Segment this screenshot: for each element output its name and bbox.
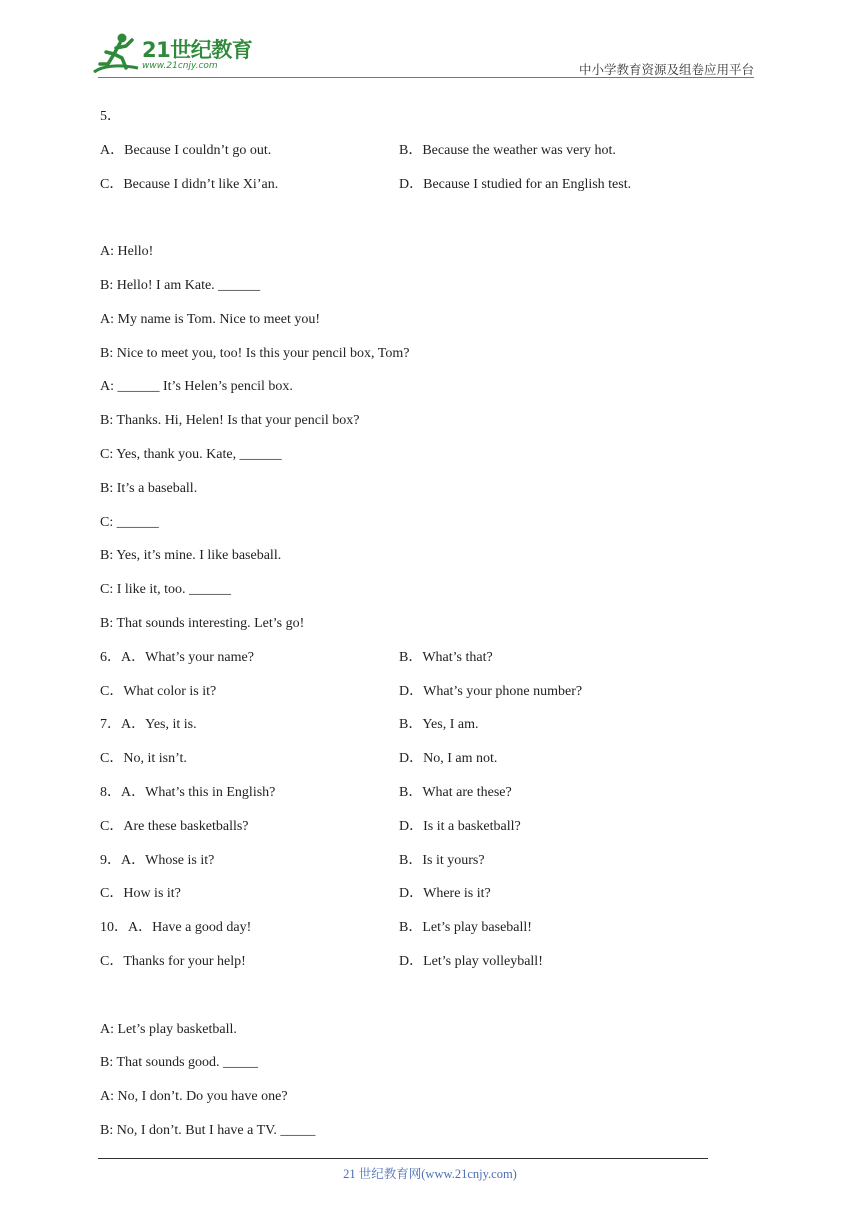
option-b: B．Yes, I am. <box>399 717 479 733</box>
dialogue-line: A: My name is Tom. Nice to meet you! <box>100 311 321 327</box>
option-d: D．Let’s play volleyball! <box>399 953 543 969</box>
option-b: B．What’s that? <box>399 649 493 665</box>
question-row <box>100 810 760 844</box>
question-row <box>100 708 760 742</box>
site-logo <box>92 32 262 78</box>
option-b: B．Is it yours? <box>399 852 485 868</box>
option-c: C．How is it? <box>100 886 181 902</box>
question-row <box>100 675 760 709</box>
dialogue-line: B: No, I don’t. But I have a TV. _____ <box>100 1122 316 1138</box>
option-d: D．Where is it? <box>399 886 491 902</box>
question-row <box>100 877 760 911</box>
option-d: D．Because I studied for an English test. <box>399 176 632 192</box>
dialogue-line: B: Yes, it’s mine. I like baseball. <box>100 548 282 564</box>
option-a: A．Because I couldn’t go out. <box>100 142 272 158</box>
spacer <box>100 979 760 1013</box>
option-a: 9．A．Whose is it? <box>100 852 215 868</box>
spacer <box>100 201 760 235</box>
option-c: C．No, it isn’t. <box>100 751 187 767</box>
dialogue-line: C: ______ <box>100 514 159 530</box>
dialogue-line: C: I like it, too. ______ <box>100 582 232 598</box>
option-a: 10．A．Have a good day! <box>100 920 252 936</box>
footer-divider <box>98 1158 708 1159</box>
option-d: D．Is it a basketball? <box>399 818 521 834</box>
dialogue-line: A: ______ It’s Helen’s pencil box. <box>100 379 293 395</box>
question-5-number: 5． <box>100 109 121 124</box>
dialogue-line: B: That sounds good. _____ <box>100 1055 259 1071</box>
footer-link[interactable]: 21 世纪教育网(www.21cnjy.com) <box>343 1167 517 1181</box>
question-row <box>100 844 760 878</box>
option-c: C．Because I didn’t like Xi’an. <box>100 176 279 192</box>
option-b: B．What are these? <box>399 784 512 800</box>
question-row <box>100 945 760 979</box>
dialogue-line: B: Hello! I am Kate. ______ <box>100 277 261 293</box>
question-row <box>100 776 760 810</box>
dialogue-line: B: Thanks. Hi, Helen! Is that your pencil box? <box>100 413 360 429</box>
option-d: D．No, I am not. <box>399 751 498 767</box>
dialogue-line: A: Let’s play basketball. <box>100 1021 237 1037</box>
option-a: 7．A．Yes, it is. <box>100 717 197 733</box>
dialogue-line: B: It’s a baseball. <box>100 480 198 496</box>
question-row <box>100 742 760 776</box>
question-5-row-2 <box>100 168 760 202</box>
option-b: B．Because the weather was very hot. <box>399 142 616 158</box>
dialogue-line: C: Yes, thank you. Kate, ______ <box>100 446 282 462</box>
header-divider <box>98 77 754 78</box>
page-header <box>0 0 860 80</box>
document-body <box>100 100 760 1148</box>
runner-logo-icon <box>92 32 140 76</box>
site-label: 中小学教育资源及组卷应用平台 <box>578 63 754 77</box>
logo-text: 21世纪教育 <box>142 38 253 62</box>
option-d: D．What’s your phone number? <box>399 683 583 699</box>
dialogue-line: A: No, I don’t. Do you have one? <box>100 1089 288 1105</box>
question-5-row-1 <box>100 134 760 168</box>
dialogue-line: B: Nice to meet you, too! Is this your pencil box, Tom? <box>100 345 410 361</box>
dialogue-line: A: Hello! <box>100 244 154 260</box>
option-c: C．Thanks for your help! <box>100 953 246 969</box>
option-b: B．Let’s play baseball! <box>399 920 532 936</box>
option-a: 8．A．What’s this in English? <box>100 784 276 800</box>
dialogue-line: B: That sounds interesting. Let’s go! <box>100 615 305 631</box>
option-c: C．What color is it? <box>100 683 217 699</box>
question-row <box>100 641 760 675</box>
option-a: 6．A．What’s your name? <box>100 649 254 665</box>
question-row <box>100 911 760 945</box>
logo-url: www.21cnjy.com <box>142 61 218 71</box>
option-c: C．Are these basketballs? <box>100 818 249 834</box>
